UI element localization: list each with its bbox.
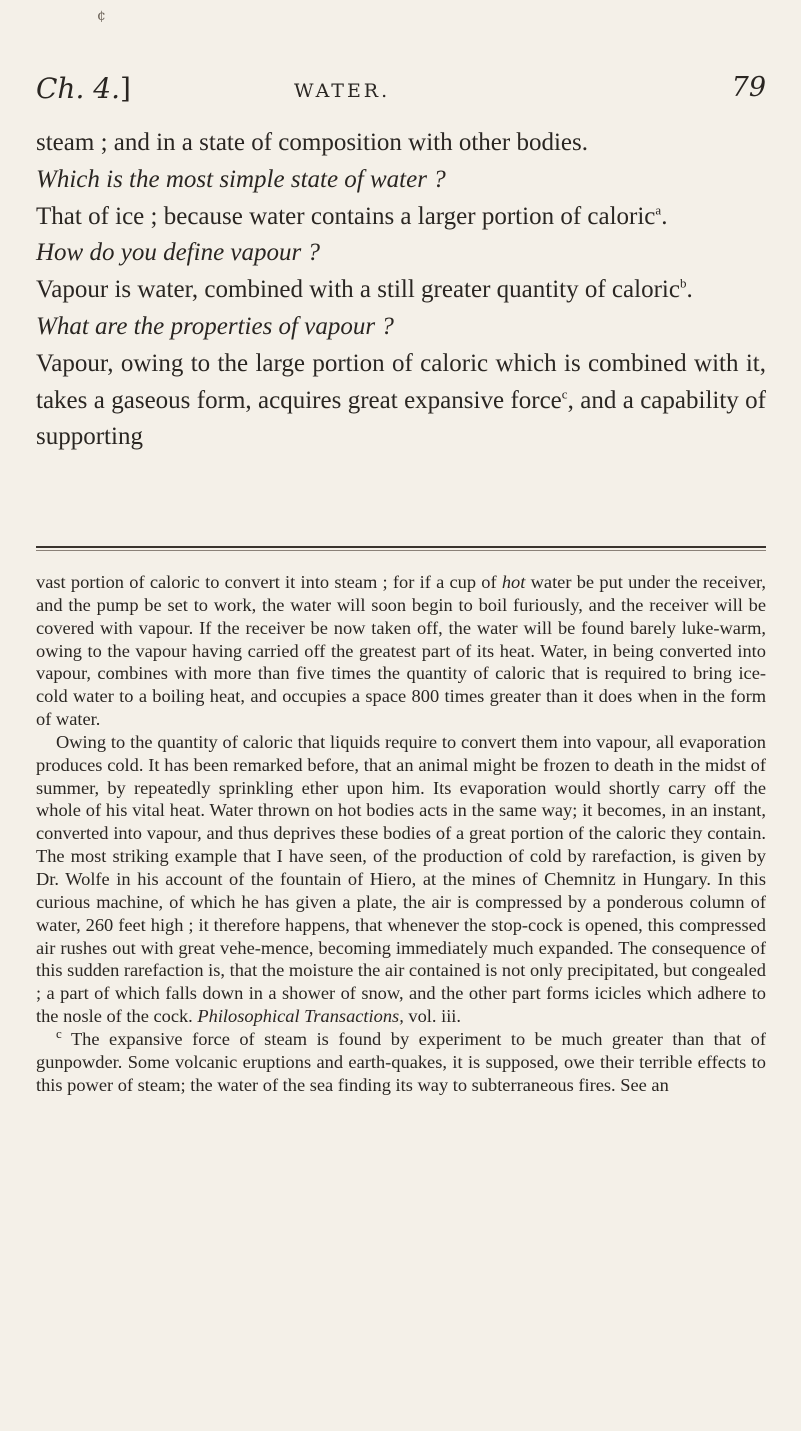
- footnote-c: $^c$ The expansive force of steam is found by experiment to be much greater than that of gunpowder. Some volcanic eruptions and earth-quakes, it is supposed, owe their terrible effects to this power of steam; the water of the sea finding its way to subterraneous fires. See an: [36, 1025, 766, 1095]
- page-number: 79: [731, 72, 766, 103]
- question: How do you define vapour ?: [36, 239, 320, 267]
- question: What are the properties of vapour ?: [36, 312, 394, 340]
- answer: That of ice ; because water contains a larger portion of caloric$^a$.: [36, 202, 668, 230]
- footnote-continuation: vast portion of caloric to convert it into steam ; for if a cup of hot water be put under the receiver, and the pump be set to work, the water will soon begin to boil furiously, and the receiver will be covered with vapour. If the receiver be now taken off, the water will be found barely luke-warm, owing to the vapour having carried off the greatest part of its heat. Water, in being converted into vapour, combines with more than five times the quantity of caloric that is required to bring ice-cold water to a boiling heat, and occupies a space 800 times greater than it does when in the form of water.: [36, 572, 766, 730]
- answer: Vapour, owing to the large portion of caloric which is combined with it, takes a gaseous form, acquires great expansive force$^c$, and a capability of supporting: [36, 349, 766, 451]
- paragraph: steam ; and in a state of composition with other bodies.: [36, 129, 588, 156]
- footnote-paragraph: Owing to the quantity of caloric that liquids require to convert them into vapour, all evaporation produces cold. It has been remarked before, that an animal might be frozen to death in the midst of summer, by repeatedly sprinkling ether upon him. Its evaporation would shortly carry off the whole of his vital heat. Water thrown on hot bodies acts in the same way; it becomes, in an instant, converted into vapour, and thus deprives these bodies of a great portion of the caloric they contain. The most striking example that I have seen, of the production of cold by rarefaction, is given by Dr. Wolfe in his account of the fountain of Hiero, at the mines of Chemnitz in Hungary. In this curious machine, of which he has given a plate, the air is compressed by a ponderous column of water, 260 feet high ; it therefore happens, that whenever the stop-cock is opened, this compressed air rushes out with great vehe-mence, becoming immediately much expanded. The consequence of this sudden rarefaction is, that the moisture the air contained is not only precipitated, but congealed ; a part of which falls down in a shower of snow, and the other part forms icicles which adhere to the nosle of the cock. Philosophical Transactions, vol. iii.: [36, 731, 766, 1027]
- running-title: WATER.: [294, 80, 391, 102]
- footnote-ref-c: c: [561, 386, 568, 402]
- footnote-ref-a: a: [655, 202, 662, 218]
- citation: Philosophical Transactions,: [197, 1006, 404, 1027]
- running-header: [36, 72, 766, 112]
- chapter-label: Ch. 4.]: [36, 72, 131, 105]
- footnotes: [36, 571, 766, 1096]
- answer: Vapour is water, combined with a still greater quantity of caloric$^b$.: [36, 275, 693, 304]
- question: Which is the most simple state of water ?: [36, 165, 446, 193]
- footnote-mark-c: c: [56, 1025, 62, 1041]
- corner-mark: ¢: [97, 8, 106, 24]
- main-text: [36, 125, 766, 456]
- footnote-ref-b: b: [679, 275, 687, 291]
- footnote-rule: [36, 546, 766, 548]
- footnote-rule-thin: [36, 550, 766, 551]
